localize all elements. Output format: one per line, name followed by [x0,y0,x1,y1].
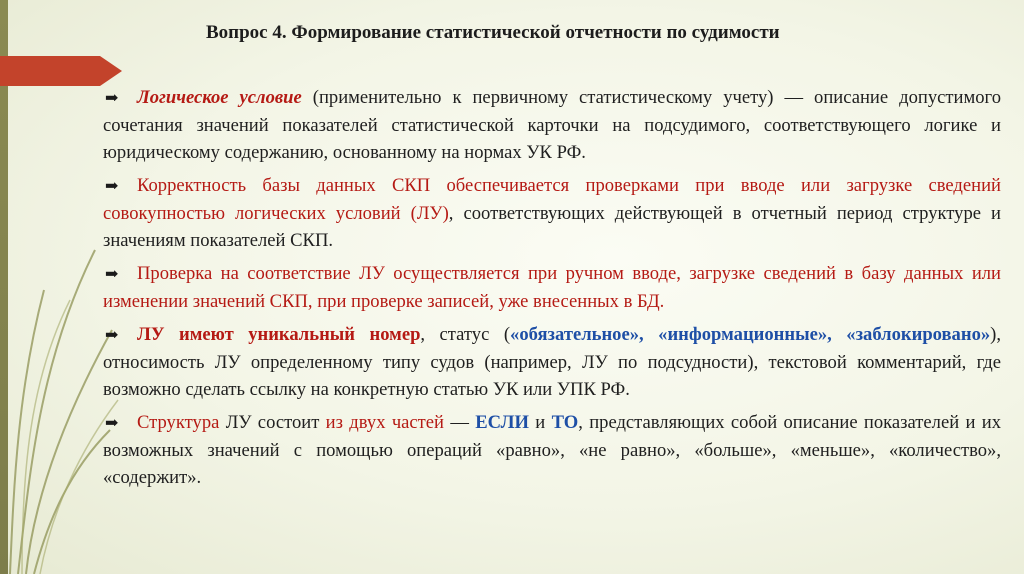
arrow-bullet-icon: ➡ [105,266,119,283]
slide-title: Вопрос 4. Формирование статистической отчетности по судимости [206,22,780,43]
structure-text-1: ЛУ состоит [219,412,326,433]
arrow-bullet-icon: ➡ [105,90,119,107]
db-correctness-text: , соответствующих действующей в отчетный период структуре и значениям показателей СКП. [103,203,1001,251]
grass-decoration-icon [0,0,120,574]
term-logical-condition: Логическое условие [137,87,302,108]
structure-text-2: — [444,412,476,433]
definition-text: (применительно к первичному статистическому учету) — описание допустимого сочетания значений показателей статистической карточки на подсудимого, соответствующего логике и юридическому содержанию, основанному на нормах УК РФ. [103,87,1001,163]
paragraph-db-correctness [103,172,1001,254]
structure-text-4: , представляющих собой описание показателей и их возможных значений с помощью операций «равно», «не равно», «больше», «меньше», «количество», «содержит». [103,412,1002,488]
paragraph-structure [103,409,1001,491]
structure-text-3: и [528,412,552,433]
verification-text: Проверка на соответствие ЛУ осуществляется при ручном вводе, загрузке сведений в базу данных или изменении значений СКП, при проверке записей, уже внесенных в БД. [103,263,1001,312]
title-accent-tab [0,56,100,86]
status-values: «обязательное», «информационные», «заблокировано» [510,324,991,345]
arrow-bullet-icon: ➡ [105,178,119,195]
paragraph-logical-condition [103,84,1001,166]
status-text-start: , статус ( [420,324,511,345]
db-correctness-highlight: Корректность базы данных СКП обеспечивается проверками при вводе или загрузке сведений совокупностью логических условий (ЛУ) [103,175,1001,224]
unique-number-highlight: ЛУ имеют уникальный номер [137,324,421,345]
if-keyword: ЕСЛИ [475,412,529,433]
paragraph-verification [103,260,1001,315]
status-text-end: ), относимость ЛУ определенному типу судов (например, ЛУ по подсудности), текстовой комментарий, где возможно сделать ссылку на конкретную статью УК или УПК РФ. [103,324,1002,400]
then-keyword: ТО [551,412,579,433]
structure-word: Структура [137,412,220,433]
two-parts-highlight: из двух частей [325,412,445,433]
arrow-bullet-icon: ➡ [105,415,119,432]
arrow-bullet-icon: ➡ [105,327,119,344]
slide-body [103,84,1001,497]
paragraph-unique-number [103,321,1001,403]
